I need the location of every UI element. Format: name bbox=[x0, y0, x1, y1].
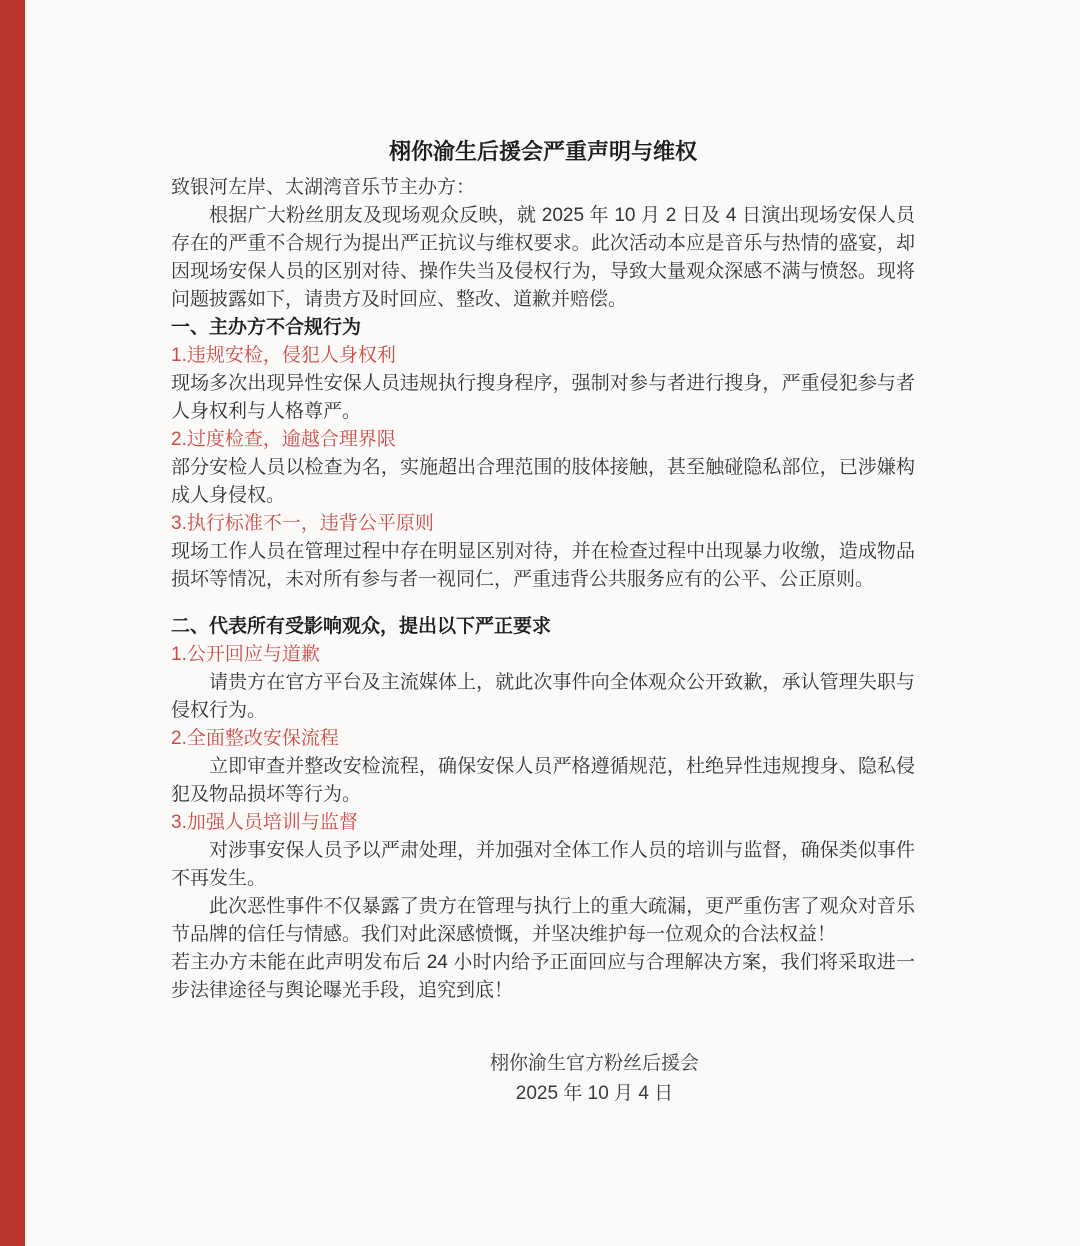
closing-paragraph-1: 此次恶性事件不仅暴露了贵方在管理与执行上的重大疏漏，更严重伤害了观众对音乐节品牌的信任与情感。我们对此深感愤慨，并坚决维护每一位观众的合法权益！ bbox=[171, 896, 915, 945]
closing-paragraph-2: 若主办方未能在此声明发布后 24 小时内给予正面回应与合理解决方案，我们将采取进一步法律途径与舆论曝光手段，追究到底！ bbox=[171, 952, 915, 1001]
salutation-line: 致银河左岸、太湖湾音乐节主办方： bbox=[171, 177, 476, 198]
section-2-item-1-body: 请贵方在官方平台及主流媒体上，就此次事件向全体观众公开致歉，承认管理失职与侵权行为。 bbox=[171, 672, 915, 721]
section-1-item-3-heading: 3.执行标准不一，违背公平原则 bbox=[171, 513, 434, 534]
signature-date: 2025 年 10 月 4 日 bbox=[515, 1083, 674, 1104]
signature-name: 栩你渝生官方粉丝后援会 bbox=[489, 1053, 699, 1074]
section-1-heading: 一、主办方不合规行为 bbox=[171, 317, 362, 338]
intro-paragraph: 根据广大粉丝朋友及现场观众反映，就 2025 年 10 月 2 日及 4 日演出现场安保人员存在的严重不合规行为提出严正抗议与维权要求。此次活动本应是音乐与热情的盛宴，却因现场安保人员的区别对待、操作失当及侵权行为，导致大量观众深感不满与愤怒。现将问题披露如下，请贵方及时回应、整改、道歉并赔偿。 bbox=[171, 205, 915, 310]
left-red-accent-bar bbox=[0, 0, 25, 1246]
section-2-heading: 二、代表所有受影响观众，提出以下严正要求 bbox=[171, 616, 552, 637]
section-2-item-2-heading: 2.全面整改安保流程 bbox=[171, 728, 339, 749]
page-title: 栩你渝生后援会严重声明与维权 bbox=[388, 139, 697, 164]
section-1-item-2-heading: 2.过度检查，逾越合理界限 bbox=[171, 429, 396, 450]
section-1-item-1-body: 现场多次出现异性安保人员违规执行搜身程序，强制对参与者进行搜身，严重侵犯参与者人身权利与人格尊严。 bbox=[171, 373, 915, 422]
section-1-item-3-body: 现场工作人员在管理过程中存在明显区别对待，并在检查过程中出现暴力收缴，造成物品损坏等情况，未对所有参与者一视同仁，严重违背公共服务应有的公平、公正原则。 bbox=[171, 541, 915, 590]
signature-block bbox=[490, 1050, 699, 1108]
section-1-item-1-heading: 1.违规安检，侵犯人身权利 bbox=[171, 345, 396, 366]
section-2-item-2-body: 立即审查并整改安检流程，确保安保人员严格遵循规范，杜绝异性违规搜身、隐私侵犯及物品损坏等行为。 bbox=[171, 756, 915, 805]
statement-document bbox=[171, 138, 915, 1108]
section-2-item-3-heading: 3.加强人员培训与监督 bbox=[171, 812, 358, 833]
section-1-item-2-body: 部分安检人员以检查为名，实施超出合理范围的肢体接触，甚至触碰隐私部位，已涉嫌构成人身侵权。 bbox=[171, 457, 915, 506]
section-2-item-3-body: 对涉事安保人员予以严肃处理，并加强对全体工作人员的培训与监督，确保类似事件不再发生。 bbox=[171, 840, 915, 889]
section-2-item-1-heading: 1.公开回应与道歉 bbox=[171, 644, 320, 665]
